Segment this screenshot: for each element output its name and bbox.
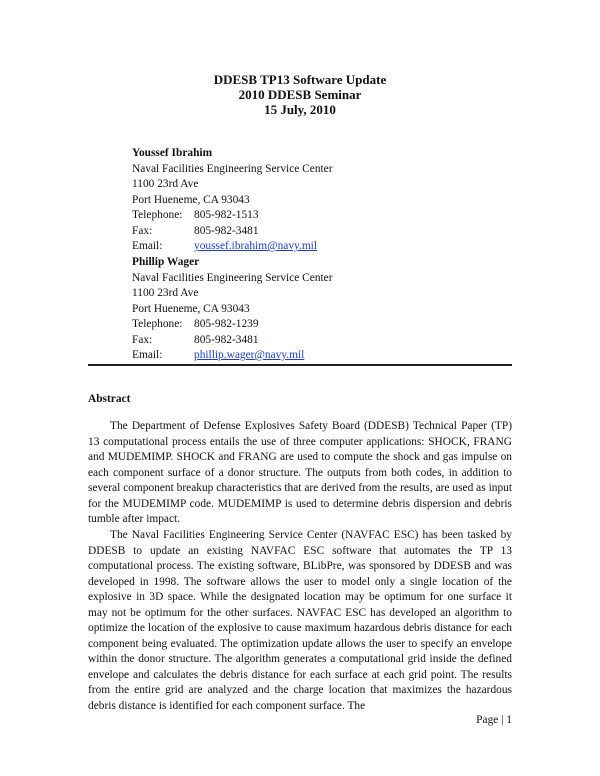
telephone-row (132, 208, 333, 224)
email-label: Email: (132, 240, 163, 252)
author-address-line-2: Port Hueneme, CA 93043 (132, 302, 250, 315)
telephone-row (132, 317, 333, 333)
fax-label: Fax: (132, 224, 153, 237)
fax-label: Fax: (132, 333, 153, 346)
section-divider (88, 364, 512, 366)
author-name: Youssef Ibrahim (132, 147, 213, 159)
email-row (132, 348, 333, 364)
email-label: Email: (132, 349, 163, 361)
fax-value: 805-982-3481 (194, 333, 259, 346)
fax-row (132, 224, 333, 240)
author-name: Phillip Wager (132, 256, 200, 268)
title-line-1: DDESB TP13 Software Update (213, 72, 387, 87)
author-contact-block (132, 146, 333, 255)
fax-value: 805-982-3481 (194, 224, 259, 237)
author-address-line-1: 1100 23rd Ave (132, 178, 199, 190)
email-link[interactable]: phillip.wager@navy.mil (194, 349, 305, 361)
email-row (132, 239, 333, 255)
telephone-value: 805-982-1239 (194, 318, 259, 330)
page-number: Page | 1 (476, 714, 512, 726)
author-address-line-1: 1100 23rd Ave (132, 287, 199, 299)
author-organization: Naval Facilities Engineering Service Center (132, 271, 333, 284)
abstract-heading: Abstract (88, 393, 131, 405)
telephone-label: Telephone: (132, 318, 183, 330)
author-organization: Naval Facilities Engineering Service Center (132, 162, 333, 175)
telephone-label: Telephone: (132, 209, 183, 221)
author-contact-block (132, 255, 333, 364)
telephone-value: 805-982-1513 (194, 209, 259, 221)
fax-row (132, 333, 333, 349)
abstract-paragraph: The Department of Defense Explosives Safety Board (DDESB) Technical Paper (TP) 13 computational process entails the use of three computer applications: SHOCK, FRANG and MUDEMIMP. SHOCK and FRANG are used to compute the shock and gas impulse on each component surface of a donor structure. The outputs from both codes, in addition to several component breakup characteristics that are derived from the results, are used as input for the MUDEMIMP code. MUDEMIMP is used to determine debris dispersion and debris tumble after impact. (88, 420, 512, 525)
abstract-paragraph: The Naval Facilities Engineering Service Center (NAVFAC ESC) has been tasked by DDESB to update an existing NAVFAC ESC software that automates the TP 13 computational process. The existing software, BLibPre, was sponsored by DDESB and was developed in 1998. The software allows the user to model only a single location of the explosive in 3D space. While the designated location may be optimum for one surface it may not be optimum for the other surfaces. NAVFAC ESC has developed an algorithm to optimize the location of the explosive to cause maximum hazardous debris distance for each component being evaluated. The optimization update allows the user to specify an envelope within the donor structure. The algorithm generates a computational grid inside the defined envelope and calculates the debris distance for each surface at each grid point. The results from the entire grid are analyzed and the charge location that maximizes the hazardous debris distance is identified for each component surface. The (88, 529, 512, 712)
paper-title (0, 72, 600, 117)
email-link[interactable]: youssef.ibrahim@navy.mil (194, 240, 318, 252)
title-line-3: 15 July, 2010 (264, 102, 336, 117)
title-line-2: 2010 DDESB Seminar (238, 87, 362, 102)
author-address-line-2: Port Hueneme, CA 93043 (132, 193, 250, 206)
